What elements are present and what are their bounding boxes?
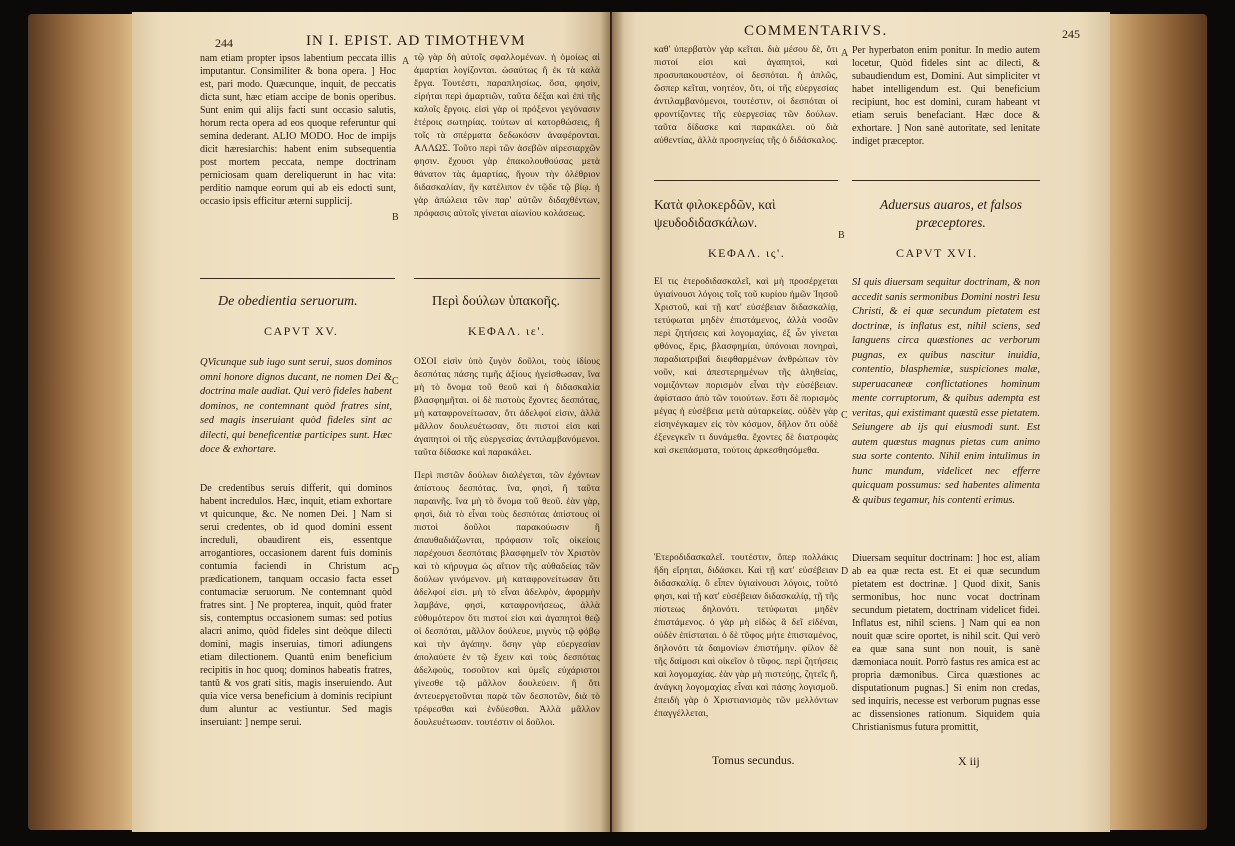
heading-latin-ch16: Aduersus auaros, et falsos præceptores. (879, 197, 1022, 230)
margin-letter-d: D (392, 566, 400, 577)
book-gutter (600, 12, 624, 832)
comment-latin-ch15: De credentibus seruis differit, qui dominos habent incredulos. Hæc, inquit, etiam exhortare vt quicunque, &c. Ne nomen Dei. ] Nam si serui credentes, ob id quod domini essent increduli, obaudirent eis, essentque arrogantiores, occasionem darent fuis dominis contumia faciendi in Christum ac prædicationem, tanquam occasio facta esset contumaciæ seruorum. Ne contemnant quòd fratres sint. ] Ne propterea, inquit, quòd frater sis, contemptus occasionem sumas: sed potius alacri animo, quòd fideles sint deòque dilecti domini, magis inseruias, timori adiungens etiam dilectionem. Quantū enim beneficium recipitis in hoc quoq; dominos habeatis fratres, tantū & vos grati sitis, magis inseruiendo. Aut quia vice versa beneficium à dominis recipiunt dum aluntur ac vestiuntur. Sed magis inseruiant: ] nempe serui. (200, 483, 392, 728)
left-page-number: 244 (215, 36, 233, 50)
scripture-latin-ch15: QVicunque sub iugo sunt serui, suos dominos omni honore dignos ducant, ne nomen Dei & doctrina male audiat. Qui verò fideles habent dominos, ne contemnant quòd fratres sint, sed magis inseruiant quòd fideles sint ac dilecti, qui beneficentiæ participes sunt. Hæc doce & exhortare. (200, 357, 392, 455)
comment-greek-ch15: Περὶ πιστῶν δούλων διαλέγεται, τῶν ἐχόντων ἀπίστους δεσπότας. ἵνα, φησὶ, ἢ ταῦτα παραινῆς. ἵνα μὴ τὸ ὄνομα τοῦ θεοῦ. ἐὰν γὰρ, φησὶ, διὰ τὸ εἶναι τοὺς δεσπότας ἀπίστους οἱ πιστοὶ δοῦλοι παρακούωσιν ἢ ἀπαυθαδιάζωνται, πρόφασιν τοῖς οἰκείοις παρέχουσι δεσπόταις βλασφημεῖν τὸν Χριστὸν καὶ τὸ κήρυγμα ὡς αἴτιον τῆς αὐθαδείας τῶν δούλων γινόμενον. μὴ καταφρονείτωσαν ὅτι ἀδελφοί εἰσι. μὴ τὸ εἶναι ἀδελφὸν, ἀφορμὴν λαμβάνε, φησὶ, καταφρονήσεως, ἀλλὰ εὐθυμότερον ὅτι πιστοί εἰσι καὶ ἀγαπητοὶ θεῷ οἱ δεσπόται, μᾶλλον δούλευε, μιγνὺς τῷ φόβῳ καὶ τὴν ἀγάπην. ὅσην γὰρ εὐεργεσίαν ἀπολαύετε ἐν τῷ ἔχειν καὶ τοὺς δεσπότας ἀδελφοὺς, τοσοῦτον καὶ ὑμεῖς εὐχάριστοι γίνεσθε τῷ μᾶλλον δουλεύειν. ἢ ὅτι ἀντευεργετοῦνται παρὰ τῶν δεσποτῶν, διὰ τὸ τρέφεσθαι καὶ ἐνδύεσθαι. Ἀλλὰ μᾶλλον δουλευέτωσαν. τουτέστιν οἱ δοῦλοι. (414, 471, 600, 728)
left-running-head: IN I. EPIST. AD TIMOTHEVM (306, 33, 526, 49)
left-rule (200, 278, 395, 279)
left-top-latin: nam etiam propter ipsos labentium peccata illis imputantur. Consimiliter & bona opera. ] Hoc est, pari modo. Quæcunque, inquit, de peccatis dicta sunt, hæc etiam accipe de bonis operibus. Sunt enim qui alijs facti sunt occasio salutis, horum recta opera ad eos quoque referuntur qui semina dederant. ALIO MODO. Hoc de impijs dicit hæresiarchis: habent enim subsequentia post mortem peccata, nempe doctrinam perniciosam quam dereliquerunt in hac vita: perditio namque eorum qui ab eis edocti sunt, occasio ipsis efficitur æterni supplicij. (200, 53, 396, 207)
chapter-latin-16: CAPVT XVI. (896, 246, 978, 260)
margin-letter-b-right: B (838, 230, 845, 241)
chapter-latin-15: CAPVT XV. (264, 324, 339, 338)
margin-letter-b: B (392, 212, 399, 223)
scripture-latin-ch16: SI quis diuersam sequitur doctrinam, & non accedit sanis sermonibus Domini nostri Iesu Christi, & ei quæ secundum pietatem est doctrinæ, is inflatus est, nihil sciens, sed languens circa quæstiones ac verborum pugnas, ex quibus nascitur inuidia, contentio, blasphemiæ, suspiciones malæ, superuacaneæ conflictationes hominum mente corruptorum, & quibus adempta est veritas, qui existimant quæstū esse pietatem. Seiungere ab ijs qui eiusmodi sunt. Est autem quæstus magnus pietas cum animo sua sorte contento. Nihil enim intulimus in hunc mundum, videlicet nec efferre quicquam possumus: sed habentes alimenta & quibus tegamur, his contenti erimus. (852, 277, 1040, 506)
right-rule-greek (654, 180, 838, 181)
margin-letter-c: C (392, 376, 399, 387)
signature-tomus: Tomus secundus. (712, 753, 795, 767)
heading-greek-ch15: Περὶ δούλων ὑπακοῆς. (432, 294, 561, 309)
left-rule-greek (414, 278, 600, 279)
right-page-edges (1107, 14, 1207, 830)
chapter-greek-16: ΚΕΦΑΛ. ις'. (708, 246, 786, 260)
right-rule-latin (852, 180, 1040, 181)
signature-mark: X iij (958, 754, 980, 768)
scripture-greek-ch16: Εἴ τις ἑτεροδιδασκαλεῖ, καὶ μὴ προσέρχεται ὑγιαίνουσι λόγοις τοῖς τοῦ κυρίου ἡμῶν Ἰησοῦ Χριστοῦ, καὶ τῇ κατ' εὐσέβειαν διδασκαλίᾳ, τετύφωται μηδὲν ἐπιστάμενος, ἀλλὰ νοσῶν περὶ ζητήσεις καὶ λογομαχίας, ἐξ ὧν γίνεται φθόνος, ἔρις, βλασφημίαι, ὑπόνοιαι πονηραὶ, παραδιατριβαὶ διεφθαρμένων ἀνθρώπων τὸν νοῦν, καὶ ἀπεστερημένων τῆς ἀληθείας, νομιζόντων πορισμὸν εἶναι τὴν εὐσέβειαν. ἀφίστασο ἀπὸ τῶν τοιούτων. ἔστι δὲ πορισμὸς μέγας ἡ εὐσέβεια μετὰ αὐταρκείας. οὐδὲν γὰρ εἰσηνέγκαμεν εἰς τὸν κόσμον, δῆλον ὅτι οὐδὲ ἐξενεγκεῖν τι δυνάμεθα. ἔχοντες δὲ διατροφὰς καὶ σκεπάσματα, τούτοις ἀρκεσθησόμεθα. (654, 277, 838, 456)
scripture-greek-ch15: ΟΣΟΙ εἰσὶν ὑπὸ ζυγὸν δοῦλοι, τοὺς ἰδίους δεσπότας πάσης τιμῆς ἀξίους ἡγείσθωσαν, ἵνα μὴ τὸ ὄνομα τοῦ θεοῦ καὶ ἡ διδασκαλία βλασφημῆται. οἱ δὲ πιστοὺς ἔχοντες δεσπότας, μὴ καταφρονείτωσαν, ὅτι ἀδελφοί εἰσιν, ἀλλὰ μᾶλλον δουλευέτωσαν, ὅτι πιστοί εἰσι καὶ ἀγαπητοὶ οἱ τῆς εὐεργεσίας ἀντιλαμβανόμενοι. ταῦτα δίδασκε καὶ παρακάλει. (414, 357, 600, 458)
left-page-edges (28, 14, 132, 830)
comment-greek-ch16: Ἑτεροδιδασκαλεῖ. τουτέστιν, ὅπερ πολλάκις ἤδη εἴρηται, διδάσκει. Καὶ τῇ κατ' εὐσέβειαν διδασκαλίᾳ. ὃ εἶπεν ὑγιαίνουσι λόγοις, τοῦτό φησι, καὶ τῇ κατ' εὐσέβειαν διδασκαλίᾳ, τῇ τῆς πίστεως δηλονότι. τετύφωται μηδὲν ἐπιστάμενος. ὁ γὰρ μὴ εἰδὼς ἃ δεῖ εἰδέναι, οὐδὲν ἐπίσταται. ὁ δὲ τῦφος μήτε ἐπισταμένος, δηλονότι τὰ δαιμονίων ἐπιστήμην. φίλον δὲ τῆς δαίμοσι καὶ οἰκεῖον ὁ τῦφος. περὶ ζητήσεις καὶ λογομαχίας. ἐὰν γὰρ μὴ πιστεύῃς, ζητεῖς ἢ, ἀνάγκη λογομαχίας εἶναι καὶ πάσης λογισμοῦ. ἐπειδὴ γὰρ ὁ Χριστιανισμὸς τῶν μελλόντων ἐπαγγέλλεται, (654, 553, 838, 719)
chapter-greek-15: ΚΕΦΑΛ. ιε'. (468, 324, 546, 338)
right-running-head: COMMENTARIVS. (744, 23, 888, 39)
right-page-number: 245 (1062, 27, 1080, 41)
heading-greek-ch16: Κατὰ φιλοκερδῶν, καὶ ψευδοδιδασκάλων. (654, 197, 776, 230)
margin-letter-a-right: A (841, 48, 849, 59)
margin-letter-a: A (402, 56, 410, 67)
left-top-greek: τῷ γὰρ δὴ αὐτοῖς σφαλλομένων. ἡ ὁμοίως αἱ ἁμαρτίαι λογίζονται. ὡσαύτως ἢ ἐκ τὰ καλὰ ἔργα. Τουτέστι, παραπλησίως. ὅσα, φησὶν, εἰρήται περὶ ἁμαρτιῶν, ταῦτα δέξαι καὶ ἐπὶ τῆς καλοῖς ἔργοις. εἰσὶ γὰρ οἱ πρόξενοι γεγόνασιν ἑτέροις σωτηρίας. τούτων αἱ κατορθώσεις, ἢ τοῖς τὰ σπέρματα δεδωκόσιν ἀναφέρονται. ΑΛΛΩΣ. Τοῦτο περὶ τῶν ἀσεβῶν αἱρεσιαρχῶν φησιν. ἔχουσι γὰρ ἐπακολουθούσας μετὰ θάνατον τὰς ἁμαρτίας, ἤγουν τὴν ὀλέθριον διδασκαλίαν, ἣν κατέλιπον ἐν τῷδε τῷ βίῳ. ἡ γὰρ ἀπώλεια τῶν παρ' αὐτῶν διδαχθέντων, πρόφασις αὐτοῖς γίνεται αἰωνίου κολάσεως. (414, 53, 600, 219)
heading-latin-ch15: De obedientia seruorum. (218, 294, 358, 309)
comment-latin-ch16: Diuersam sequitur doctrinam: ] hoc est, aliam ab ea quæ recta est. Et ei quæ secundum pietatem est doctrinæ. ] Quod dixit, Sanis sermonibus, hoc nunc vocat doctrinam secundum pietatem, doctrinam videlicet fidei. Inflatus est, nihil sciens. ] Nam qui ea non nouit quæ scire oportet, is nihil scit. Qui verò ea quæ sana sunt non nouit, is sanè dæmoniaca nouit. Porrò fastus res amica est ac propria dæmonibus. Circa quæstiones ac disputationum pugnas.] Si enim non credas, sed inquiris, necesse est verborum pugnas esse ac dissensiones rationum. Siquidem quia Christianismus futura promittit, (852, 553, 1040, 733)
right-top-greek: καθ' ὑπερβατὸν γὰρ κεῖται. διὰ μέσου δὲ, ὅτι πιστοί εἰσι καὶ ἀγαπητοὶ, καὶ προσυπακουστέον, οἱ δεσπόται. ἢ ἁπλῶς, ὥσπερ κεῖται, νοητέον, ὅτι, οἱ τῆς εὐεργεσίας ἀντιλαμβανόμενοι, τουτέστιν, οἱ δεσπόται οἱ φροντίζοντες τῆς εὐεργεσίας τῶν δούλων. ταῦτα δίδασκε καὶ παρακάλει. οὐ διὰ αὐθεντίας, ἀλλὰ προσηνείας τῆς ὁ διδάσκαλος. (654, 45, 838, 146)
margin-letter-c-right: C (841, 410, 848, 421)
right-top-latin: Per hyperbaton enim ponitur. In medio autem locetur, Quòd fideles sint ac dilecti, & subaudiendum est, Domini. Aut simpliciter vt habet intelligendum est. Qui beneficium recipiunt, hoc est domini, curam habeant vt etiam seruis benefaciant. Hæc doce & exhortare. ] Non sanè autoritate, sed lenitate indiget præceptor. (852, 45, 1040, 147)
margin-letter-d-right: D (841, 566, 849, 577)
